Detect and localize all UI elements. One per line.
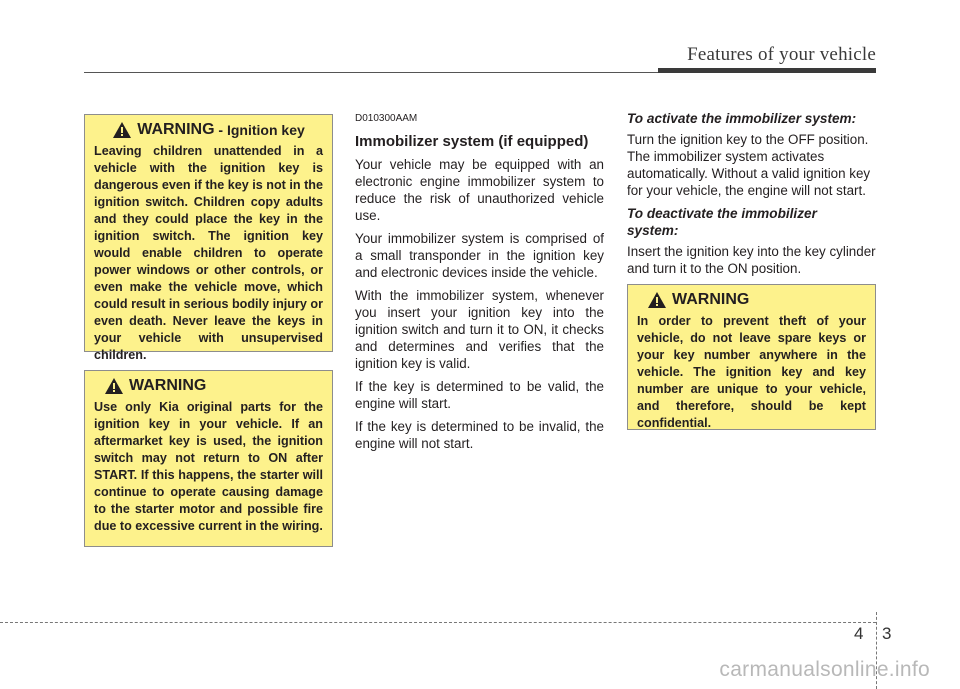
footer-rule (0, 622, 876, 623)
deactivate-subtitle: To deactivate the immobilizer system: (627, 206, 817, 238)
chapter-number: 4 (854, 624, 864, 643)
immobilizer-instructions (627, 110, 876, 283)
warning-title: WARNING (129, 377, 207, 394)
header-rule-accent (658, 68, 876, 73)
watermark: carmanualsonline.info (719, 658, 930, 681)
warning-title: WARNING (672, 291, 750, 308)
warning-body: In order to prevent theft of your vehicle, do not leave spare keys or your key number anywhere in the vehicle. The ignition key and key number are unique to your vehicle, and therefore, should be kept confidential. (637, 314, 866, 430)
warning-body: Leaving children unattended in a vehicle with the ignition key is dangerous even if the key is not in the ignition switch. Children copy adults and they could place the key in the ignition switch. The ignition key would enable children to operate power windows or other controls, or even make the vehicle move, which could result in serious bodily injury or even death. Never leave the keys in your vehicle with unsupervised children. (94, 144, 323, 362)
warning-triangle-icon (647, 291, 667, 309)
paragraph: Your vehicle may be equipped with an electronic engine immobilizer system to reduce the risk of unauthorized vehicle use. (355, 157, 604, 223)
warning-heading (94, 377, 323, 395)
warning-box-ignition-key (84, 114, 333, 362)
warning-heading (94, 121, 323, 139)
section-code: D010300AAM (355, 113, 418, 124)
warning-triangle-icon (112, 121, 132, 139)
warning-subtitle: - Ignition key (214, 122, 305, 138)
warning-triangle-icon (104, 377, 124, 395)
activate-subtitle: To activate the immobilizer system: (627, 111, 857, 126)
deactivate-text: Insert the ignition key into the key cylinder and turn it to the ON position. (627, 244, 876, 276)
warning-title: WARNING (137, 121, 215, 138)
header-title: Features of your vehicle (687, 44, 876, 65)
paragraph: Your immobilizer system is comprised of a small transponder in the ignition key and electronic devices inside the vehicle. (355, 231, 604, 280)
warning-box-original-parts (84, 370, 333, 547)
warning-body: Use only Kia original parts for the ignition key in your vehicle. If an aftermarket key is used, the ignition switch may not return to ON after START. If this happens, the starter will continue to operate causing damage to the starter motor and possible fire due to excessive current in the wiring. (94, 400, 323, 533)
paragraph: If the key is determined to be valid, the engine will start. (355, 379, 604, 411)
warning-box-spare-keys (627, 284, 876, 430)
activate-text: Turn the ignition key to the OFF position. The immobilizer system activates automatically. Without a valid ignition key for your vehicle, the engine will not start. (627, 132, 871, 198)
section-title: Immobilizer system (if equipped) (355, 133, 589, 150)
paragraph: If the key is determined to be invalid, the engine will not start. (355, 419, 604, 451)
page-number: 3 (882, 624, 892, 643)
immobilizer-section (355, 110, 604, 458)
warning-heading (637, 291, 866, 309)
paragraph: With the immobilizer system, whenever you insert your ignition key into the ignition switch and turn it to ON, it checks and determines and verifies that the ignition key is valid. (355, 288, 604, 371)
